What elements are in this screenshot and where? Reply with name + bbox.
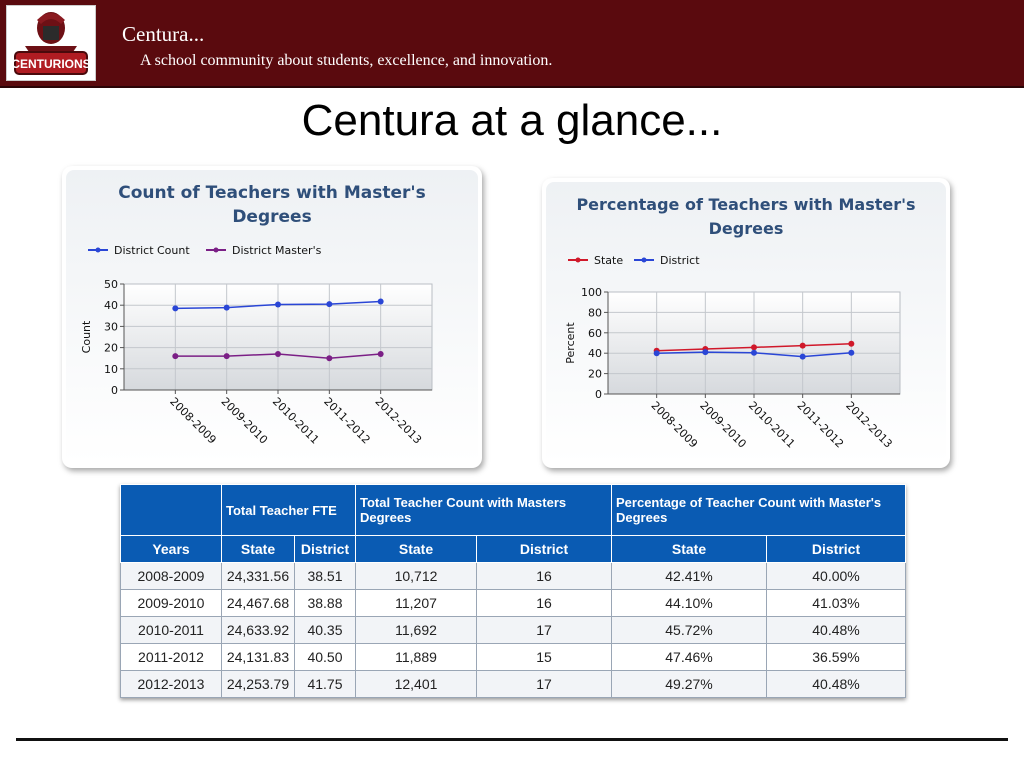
data-point bbox=[751, 350, 757, 356]
cell-fte-state: 24,467.68 bbox=[222, 590, 295, 617]
cell-year: 2008-2009 bbox=[121, 563, 222, 590]
y-tick-label: 30 bbox=[104, 320, 118, 334]
cell-percent-state: 45.72% bbox=[612, 617, 767, 644]
data-point bbox=[326, 355, 332, 361]
table-row bbox=[121, 671, 906, 698]
chart-count-masters bbox=[62, 166, 482, 468]
centurions-logo bbox=[6, 5, 96, 81]
table-row bbox=[121, 563, 906, 590]
group-header-fte: Total Teacher FTE bbox=[222, 485, 356, 536]
data-point bbox=[848, 341, 854, 347]
cell-count-state: 11,207 bbox=[356, 590, 477, 617]
bottom-divider bbox=[16, 738, 1008, 741]
cell-percent-state: 44.10% bbox=[612, 590, 767, 617]
y-tick-label: 0 bbox=[111, 384, 118, 397]
cell-count-district: 17 bbox=[477, 671, 612, 698]
col-percent-state: State bbox=[612, 536, 767, 563]
y-tick-label: 40 bbox=[588, 347, 602, 361]
data-point bbox=[702, 349, 708, 355]
data-point bbox=[848, 350, 854, 356]
y-tick-label: 60 bbox=[588, 326, 602, 340]
data-point bbox=[800, 343, 806, 349]
data-point bbox=[275, 351, 281, 357]
col-count-state: State bbox=[356, 536, 477, 563]
cell-count-district: 15 bbox=[477, 644, 612, 671]
y-tick-label: 80 bbox=[588, 306, 602, 320]
group-header-blank bbox=[121, 485, 222, 536]
header-banner bbox=[0, 0, 1024, 88]
table-group-header-row bbox=[121, 485, 906, 536]
cell-year: 2011-2012 bbox=[121, 644, 222, 671]
cell-percent-district: 41.03% bbox=[767, 590, 906, 617]
legend-marker bbox=[214, 248, 219, 253]
legend-marker bbox=[576, 258, 581, 263]
data-point bbox=[326, 301, 332, 307]
cell-year: 2010-2011 bbox=[121, 617, 222, 644]
cell-percent-state: 42.41% bbox=[612, 563, 767, 590]
cell-year: 2012-2013 bbox=[121, 671, 222, 698]
cell-fte-state: 24,633.92 bbox=[222, 617, 295, 644]
data-point bbox=[800, 354, 806, 360]
col-years: Years bbox=[121, 536, 222, 563]
col-percent-district: District bbox=[767, 536, 906, 563]
cell-fte-district: 38.88 bbox=[295, 590, 356, 617]
cell-fte-district: 40.50 bbox=[295, 644, 356, 671]
cell-year: 2009-2010 bbox=[121, 590, 222, 617]
masters-data-table bbox=[120, 484, 906, 698]
y-tick-label: 20 bbox=[104, 341, 118, 355]
brand-tagline: A school community about students, excellence, and innovation. bbox=[140, 52, 553, 69]
cell-count-district: 16 bbox=[477, 563, 612, 590]
cell-percent-state: 49.27% bbox=[612, 671, 767, 698]
cell-count-state: 11,889 bbox=[356, 644, 477, 671]
chart-title-line: Degrees bbox=[708, 219, 784, 238]
cell-fte-district: 38.51 bbox=[295, 563, 356, 590]
cell-fte-state: 24,131.83 bbox=[222, 644, 295, 671]
table-row bbox=[121, 644, 906, 671]
legend-label: State bbox=[594, 254, 624, 267]
x-tick-label: 2009-2010 bbox=[218, 394, 271, 447]
x-tick-label: 2012-2013 bbox=[843, 398, 895, 451]
x-tick-label: 2010-2011 bbox=[269, 394, 322, 447]
y-tick-label: 40 bbox=[104, 299, 118, 313]
data-point bbox=[172, 353, 178, 359]
legend-marker bbox=[642, 258, 647, 263]
cell-count-state: 10,712 bbox=[356, 563, 477, 590]
cell-count-state: 12,401 bbox=[356, 671, 477, 698]
logo-text: CENTURIONS bbox=[11, 57, 91, 71]
data-point bbox=[172, 305, 178, 311]
cell-count-district: 17 bbox=[477, 617, 612, 644]
col-count-district: District bbox=[477, 536, 612, 563]
x-tick-label: 2009-2010 bbox=[697, 398, 749, 451]
x-tick-label: 2012-2013 bbox=[372, 394, 425, 447]
cell-count-state: 11,692 bbox=[356, 617, 477, 644]
chart-title-line: Count of Teachers with Master's bbox=[118, 183, 426, 203]
table-row bbox=[121, 590, 906, 617]
legend-label: District Count bbox=[114, 244, 190, 257]
cell-fte-state: 24,331.56 bbox=[222, 563, 295, 590]
data-point bbox=[224, 305, 230, 311]
table-row bbox=[121, 617, 906, 644]
cell-fte-district: 40.35 bbox=[295, 617, 356, 644]
x-tick-label: 2008-2009 bbox=[167, 394, 219, 447]
y-axis-label: Percent bbox=[564, 322, 577, 364]
x-tick-label: 2011-2012 bbox=[321, 394, 373, 447]
y-tick-label: 50 bbox=[104, 278, 118, 291]
data-point bbox=[224, 353, 230, 359]
cell-percent-district: 40.48% bbox=[767, 617, 906, 644]
legend-label: District bbox=[660, 254, 700, 267]
data-point bbox=[378, 298, 384, 304]
cell-percent-district: 40.00% bbox=[767, 563, 906, 590]
data-point bbox=[378, 351, 384, 357]
col-fte-state: State bbox=[222, 536, 295, 563]
brand-name: Centura... bbox=[122, 22, 205, 46]
y-tick-label: 100 bbox=[581, 286, 602, 299]
y-tick-label: 20 bbox=[588, 367, 602, 381]
cell-fte-district: 41.75 bbox=[295, 671, 356, 698]
legend-marker bbox=[96, 248, 101, 253]
cell-count-district: 16 bbox=[477, 590, 612, 617]
x-tick-label: 2011-2012 bbox=[794, 398, 847, 451]
y-axis-label: Count bbox=[80, 320, 93, 354]
group-header-count: Total Teacher Count with Masters Degrees bbox=[356, 485, 612, 536]
cell-percent-state: 47.46% bbox=[612, 644, 767, 671]
cell-fte-state: 24,253.79 bbox=[222, 671, 295, 698]
slide-title: Centura at a glance... bbox=[301, 96, 723, 145]
data-point bbox=[654, 350, 660, 356]
col-fte-district: District bbox=[295, 536, 356, 563]
data-point bbox=[275, 301, 281, 307]
group-header-percent: Percentage of Teacher Count with Master's Degrees bbox=[612, 485, 906, 536]
cell-percent-district: 40.48% bbox=[767, 671, 906, 698]
chart-title-line: Degrees bbox=[232, 207, 312, 227]
chart-title-line: Percentage of Teachers with Master's bbox=[576, 195, 916, 214]
cell-percent-district: 36.59% bbox=[767, 644, 906, 671]
x-tick-label: 2010-2011 bbox=[745, 398, 798, 451]
x-tick-label: 2008-2009 bbox=[648, 398, 701, 451]
y-tick-label: 0 bbox=[595, 388, 602, 401]
chart-percent-masters bbox=[542, 178, 950, 468]
data-point bbox=[751, 344, 757, 350]
table-column-header-row bbox=[121, 536, 906, 563]
chart-percent-svg bbox=[542, 178, 950, 468]
legend-label: District Master's bbox=[232, 244, 322, 257]
y-tick-label: 10 bbox=[104, 362, 118, 376]
chart-count-svg bbox=[62, 166, 482, 468]
